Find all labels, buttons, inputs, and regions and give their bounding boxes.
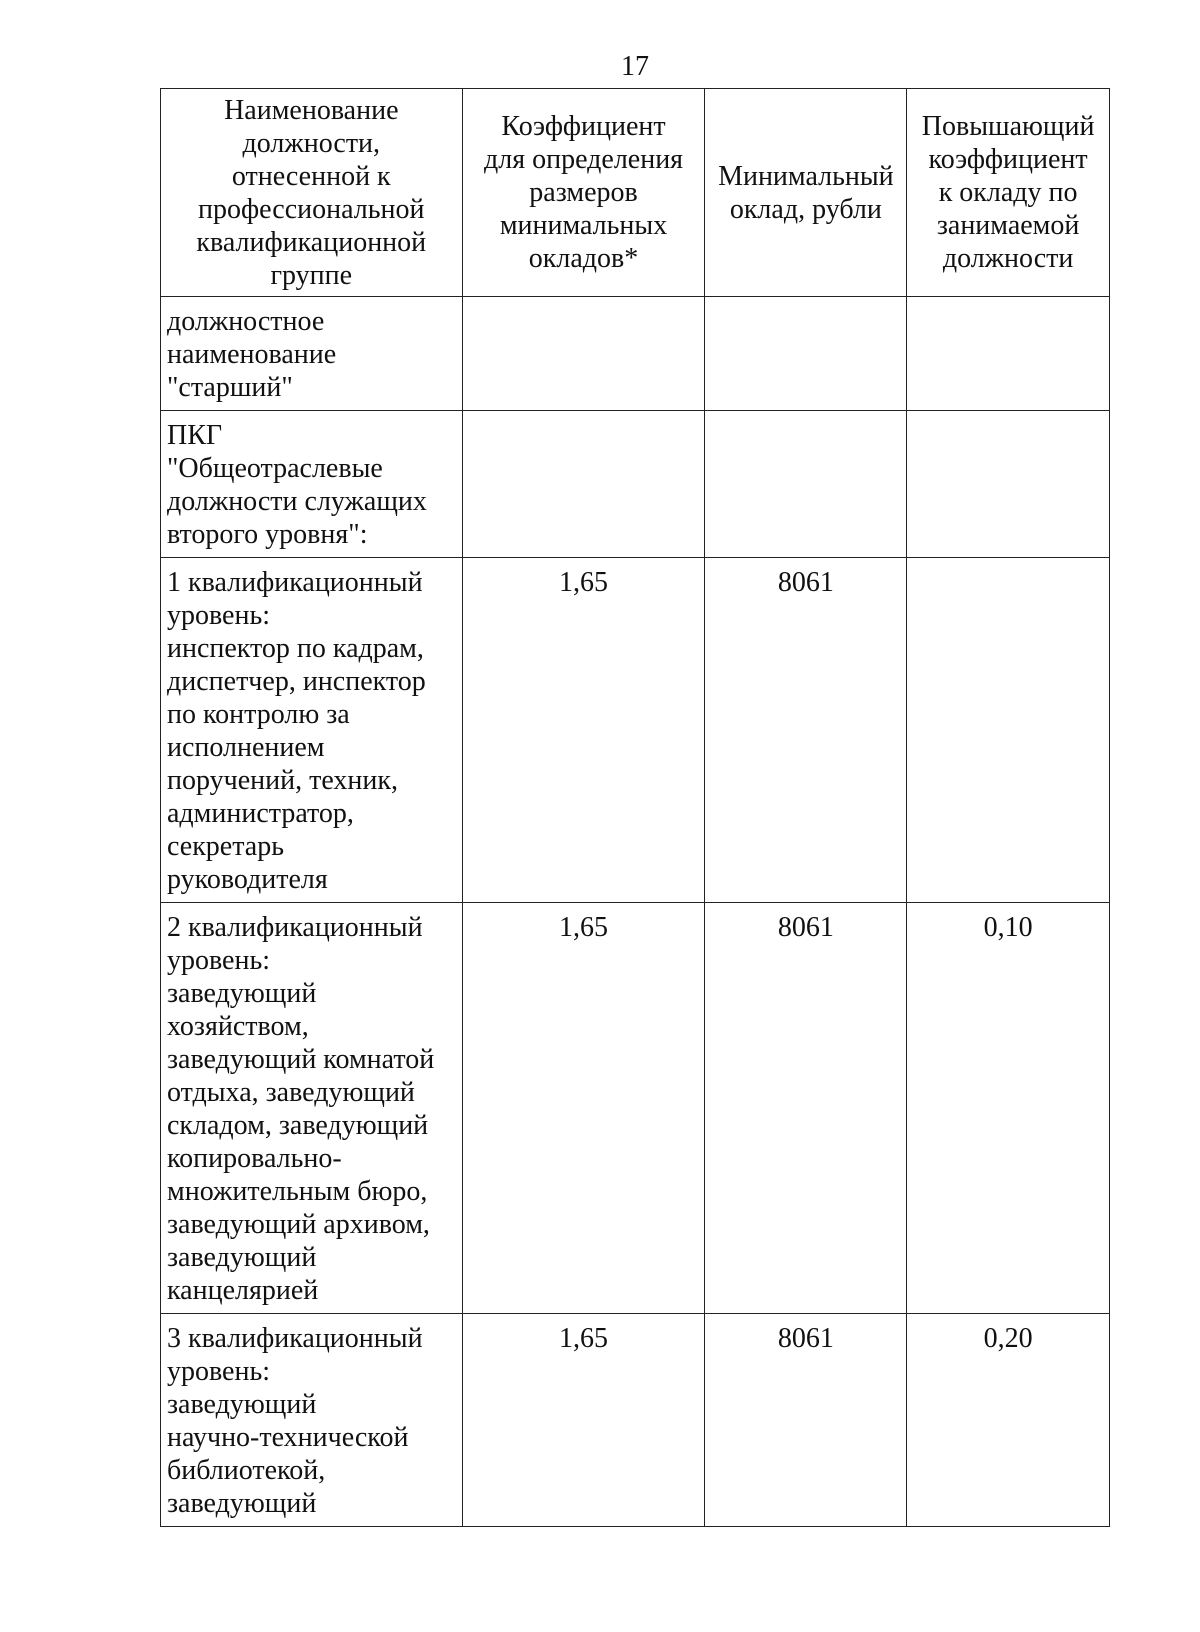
position-name-cell: ПКГ "Общеотраслевые должности служащих второго уровня": (161, 411, 463, 558)
raising-coefficient-cell (907, 558, 1110, 903)
table-row (161, 411, 1110, 558)
coefficient-cell (462, 297, 705, 411)
header-raising-coefficient: Повышающий коэффициент к окладу по занимаемой должности (907, 89, 1110, 297)
coefficient-cell: 1,65 (462, 558, 705, 903)
table-row (161, 558, 1110, 903)
header-coefficient: Коэффициент для определения размеров минимальных окладов* (462, 89, 705, 297)
raising-coefficient-cell: 0,20 (907, 1314, 1110, 1527)
position-name-cell: должностное наименование "старший" (161, 297, 463, 411)
raising-coefficient-cell (907, 411, 1110, 558)
min-salary-cell: 8061 (705, 558, 907, 903)
position-name-cell: 2 квалификационный уровень: заведующий хозяйством, заведующий комнатой отдыха, заведующий складом, заведующий копировально- множительным бюро, заведующий архивом, заведующий канцелярией (161, 903, 463, 1314)
position-name-cell: 3 квалификационный уровень: заведующий научно-технической библиотекой, заведующий (161, 1314, 463, 1527)
header-min-salary: Минимальный оклад, рубли (705, 89, 907, 297)
table-row (161, 903, 1110, 1314)
table-row (161, 1314, 1110, 1527)
min-salary-cell (705, 297, 907, 411)
coefficient-cell: 1,65 (462, 903, 705, 1314)
min-salary-cell (705, 411, 907, 558)
page-number: 17 (621, 51, 649, 82)
raising-coefficient-cell: 0,10 (907, 903, 1110, 1314)
table-header-row (161, 89, 1110, 297)
coefficient-cell: 1,65 (462, 1314, 705, 1527)
min-salary-cell: 8061 (705, 1314, 907, 1527)
coefficient-cell (462, 411, 705, 558)
position-name-cell: 1 квалификационный уровень: инспектор по кадрам, диспетчер, инспектор по контролю за исполнением поручений, техник, администратор, секретарь руководителя (161, 558, 463, 903)
table-row (161, 297, 1110, 411)
salary-table (160, 88, 1110, 1527)
header-position-name: Наименование должности, отнесенной к профессиональной квалификационной группе (161, 89, 463, 297)
min-salary-cell: 8061 (705, 903, 907, 1314)
raising-coefficient-cell (907, 297, 1110, 411)
